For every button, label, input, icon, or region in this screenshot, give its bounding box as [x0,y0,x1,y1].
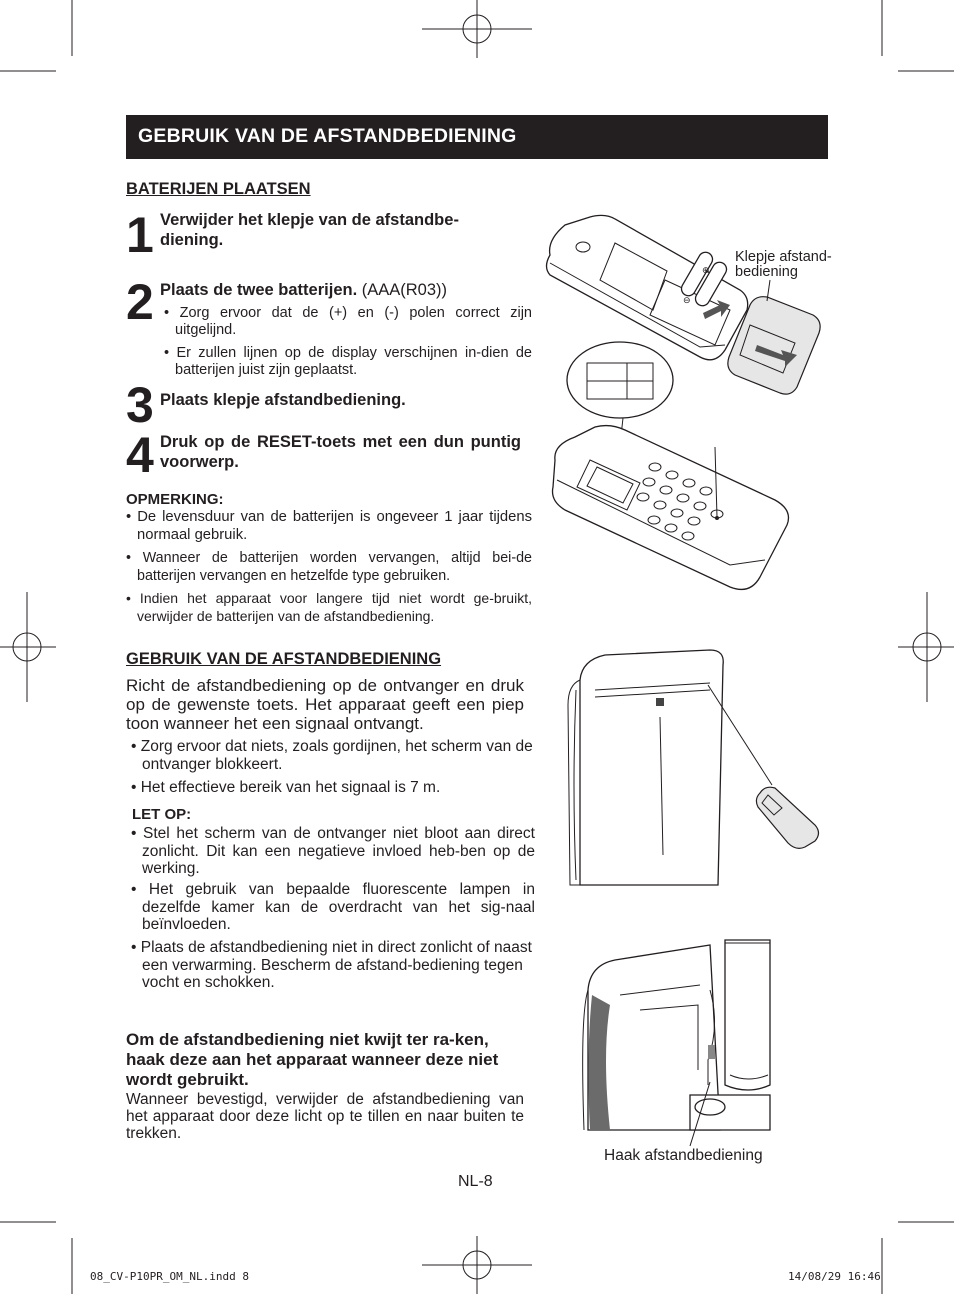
caution-item: • Plaats de afstandbediening niet in direct zonlicht of naast een verwarming. Bescherm de afstand-bediening tegen vocht en schokken. [131,939,532,991]
batteries-heading: BATERIJEN PLAATSEN [126,180,311,198]
usage-intro: Richt de afstandbediening op de ontvanger en druk op de gewenste toets. Het apparaat geeft een piep toon wanneer het een signaal ontvangt. [126,676,524,733]
usage-bullet: • Zorg ervoor dat niets, zoals gordijnen, het scherm van de ontvanger blokkeert. [131,738,533,773]
step-2-title: Plaats de twee batterijen. [160,281,358,299]
note-item: • Wanneer de batterijen worden vervangen, altijd bei-de batterijen vervangen en hetzelfde type gebruiken. [126,550,532,584]
note-heading: OPMERKING: [126,491,224,508]
step-2-title-line [160,280,530,300]
svg-text:⊕: ⊕ [702,266,710,276]
note-item: • De levensduur van de batterijen is ongeveer 1 jaar tijdens normaal gebruik. [126,509,532,543]
caution-heading: LET OP: [132,806,192,823]
hook-figure [580,935,775,1140]
note-item: • Indien het apparaat voor langere tijd niet wordt ge-bruikt, verwijder de batterijen van de afstandbediening. [126,590,532,624]
unit-with-remote-figure [560,645,830,890]
step-2-battery-type: (AAA(R03)) [361,281,448,299]
step-2-bullet: • Zorg ervoor dat de (+) en (-) polen correct zijn uitgelijnd. [164,305,532,338]
hook-leader-line [680,1080,720,1150]
cover-label: Klepje afstand-bediening [735,249,832,280]
hook-text: Wanneer bevestigd, verwijder de afstandbediening van het apparaat door deze licht op te tillen en naar buiten te trekken. [126,1091,524,1142]
step-2-number: 2 [126,274,152,330]
step-4-number: 4 [126,427,152,483]
step-1-number: 1 [126,207,152,263]
step-3-title: Plaats klepje afstandbediening. [160,391,406,409]
hook-title: Om de afstandbediening niet kwijt ter ra-ken, haak deze aan het apparaat wanneer deze niet wordt gebruikt. [126,1030,499,1089]
usage-bullet: • Het effectieve bereik van het signaal is 7 m. [131,779,441,796]
caution-item: • Stel het scherm van de ontvanger niet bloot aan direct zonlicht. Dit kan een negatieve invloed heb-ben op de werking. [131,825,535,877]
step-4-title: Druk op de RESET-toets met een dun puntig voorwerp. [160,433,521,471]
section-header [126,115,828,159]
step-3-number: 3 [126,377,152,433]
caution-item: • Het gebruik van bepaalde fluorescente lampen in dezelfde kamer kan de overdracht van het sig-naal beïnvloeden. [131,881,535,933]
page-number: NL-8 [458,1173,493,1190]
hook-label: Haak afstandbediening [604,1147,763,1164]
step-1-title: Verwijder het klepje van de afstandbe-diening. [160,211,459,249]
svg-text:⊖: ⊖ [683,296,691,306]
footer-date: 14/08/29 16:46 [788,1270,881,1283]
footer-file: 08_CV-P10PR_OM_NL.indd 8 [90,1270,249,1283]
section-title: GEBRUIK VAN DE AFSTANDBEDIENING [138,125,517,147]
usage-heading: GEBRUIK VAN DE AFSTANDBEDIENING [126,650,442,668]
step-2-bullet: • Er zullen lijnen op de display verschijnen in-dien de batterijen juist zijn geplaatst. [164,345,532,378]
